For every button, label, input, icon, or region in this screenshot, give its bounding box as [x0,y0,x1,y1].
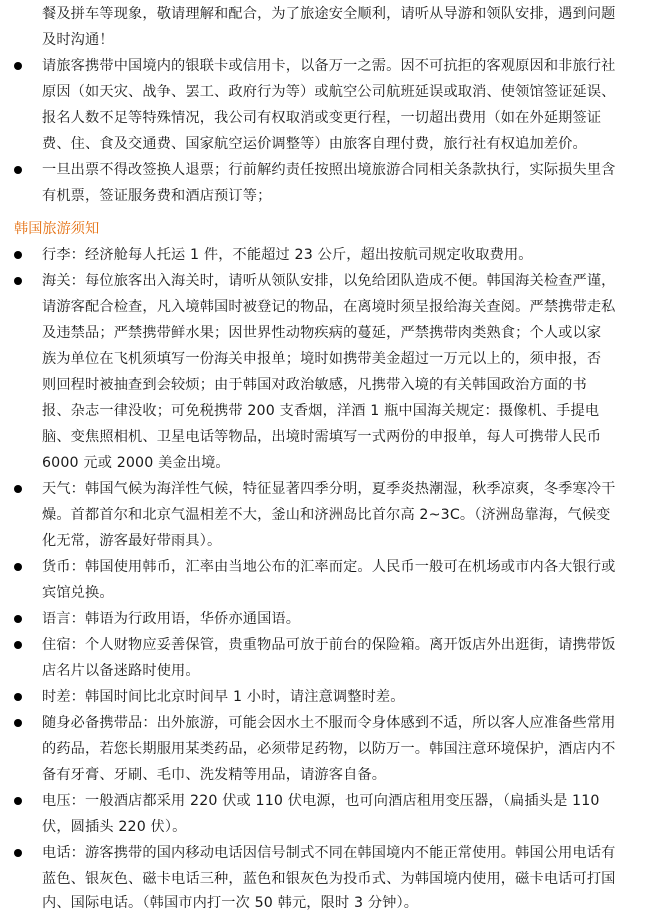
list-item-line: 原因（如天灾、战争、罢工、政府行为等）或航空公司航班延误或取消、使领馆签证延误、 [42,84,616,100]
paragraph-line: 餐及拼车等现象，敬请理解和配合，为了旅途安全顺利，请听从导游和领队安排，遇到问题 [42,6,616,22]
list-item-line: 一旦出票不得改签换人退票；行前解约责任按照出境旅游合同相关条款执行，实际损失里含 [42,162,616,178]
list-item-line: 电压：一般酒店都采用 220 伏或 110 伏电源，也可向酒店租用变压器，（扁插头是 110 [42,793,600,809]
list-item-line: 店名片以备迷路时使用。 [42,663,200,679]
paragraph-line: 及时沟通！ [42,32,114,48]
list-item-line: 则回程时被抽查到会较烦；由于韩国对政治敏感，凡携带入境的有关韩国政治方面的书 [42,377,587,393]
bullet-icon [14,563,22,571]
list-item-line: 货币：韩国使用韩币，汇率由当地公布的汇率而定。人民币一般可在机场或市内各大银行或 [42,559,616,575]
bullet-icon [14,641,22,649]
list-item-line: 报名人数不足等特殊情况，我公司有权取消或变更行程，一切超出费用（如在外延期签证 [42,110,602,126]
list-item-line: 住宿：个人财物应妥善保管，贵重物品可放于前台的保险箱。离开饭店外出逛街，请携带饭 [42,637,616,653]
list-item-line: 海关：每位旅客出入海关时，请听从领队安排，以免给团队造成不便。韩国海关检查严谨， [42,273,616,289]
bullet-icon [14,849,22,857]
list-item-line: 蓝色、银灰色、磁卡电话三种，蓝色和银灰色为投币式、为韩国境内使用，磁卡电话可打国 [42,871,616,887]
list-item-line: 伏，圆插头 220 伏）。 [42,819,187,835]
list-item-line: 脑、变焦照相机、卫星电话等物品，出境时需填写一式两份的申报单，每人可携带人民币 [42,429,602,445]
list-item-line: 请旅客携带中国境内的银联卡或信用卡，以备万一之需。因不可抗拒的客观原因和非旅行社 [42,58,616,74]
bullet-icon [14,719,22,727]
list-item-line: 随身必备携带品：出外旅游，可能会因水土不服而令身体感到不适，所以客人应准备些常用 [42,715,616,731]
bullet-icon [14,251,22,259]
bullet-icon [14,693,22,701]
list-item-line: 报、杂志一律没收；可免税携带 200 支香烟，洋酒 1 瓶中国海关规定：摄像机、手提电 [42,403,600,419]
bullet-icon [14,485,22,493]
list-item-line: 请游客配合检查，凡入境韩国时被登记的物品，在离境时须呈报给海关查阅。严禁携带走私 [42,299,616,315]
list-item-line: 电话：游客携带的国内移动电话因信号制式不同在韩国境内不能正常使用。韩国公用电话有 [42,845,616,861]
list-item-line: 天气：韩国气候为海洋性气候，特征显著四季分明，夏季炎热潮湿，秋季凉爽，冬季寒冷干 [42,481,616,497]
bullet-icon [14,166,22,174]
list-item-line: 有机票，签证服务费和酒店预订等； [42,188,272,204]
list-item-line: 燥。首都首尔和北京气温相差不大，釜山和济洲岛比首尔高 2~3C。（济洲岛靠海，气候变 [42,507,611,523]
section-heading: 韩国旅游须知 [14,221,100,237]
bullet-icon [14,277,22,285]
list-item-line: 备有牙膏、牙刷、毛巾、洗发精等用品，请游客自备。 [42,767,387,783]
list-item-line: 时差：韩国时间比北京时间早 1 小时，请注意调整时差。 [42,689,405,705]
list-item-line: 宾馆兑换。 [42,585,114,601]
list-item-line: 语言：韩语为行政用语，华侨亦通国语。 [42,611,301,627]
list-item-line: 6000 元或 2000 美金出境。 [42,455,230,471]
bullet-icon [14,62,22,70]
list-item-line: 行李：经济舱每人托运 1 件，不能超过 23 公斤，超出按航司规定收取费用。 [42,247,533,263]
list-item-line: 及违禁品；严禁携带鲜水果；因世界性动物疾病的蔓延，严禁携带肉类熟食；个人或以家 [42,325,602,341]
list-item-line: 化无常，游客最好带雨具）。 [42,533,222,549]
list-item-line: 费、住、食及交通费、国家航空运价调整等）由旅客自理付费，旅行社有权追加差价。 [42,136,587,152]
bullet-icon [14,797,22,805]
list-item-line: 族为单位在飞机须填写一份海关申报单；境时如携带美金超过一万元以上的，须申报，否 [42,351,602,367]
list-item-line: 内、国际电话。（韩国市内打一次 50 韩元，限时 3 分钟）。 [42,895,419,911]
list-item-line: 的药品，若您长期服用某类药品，必须带足药物，以防万一。韩国注意环境保护，酒店内不 [42,741,616,757]
bullet-icon [14,615,22,623]
